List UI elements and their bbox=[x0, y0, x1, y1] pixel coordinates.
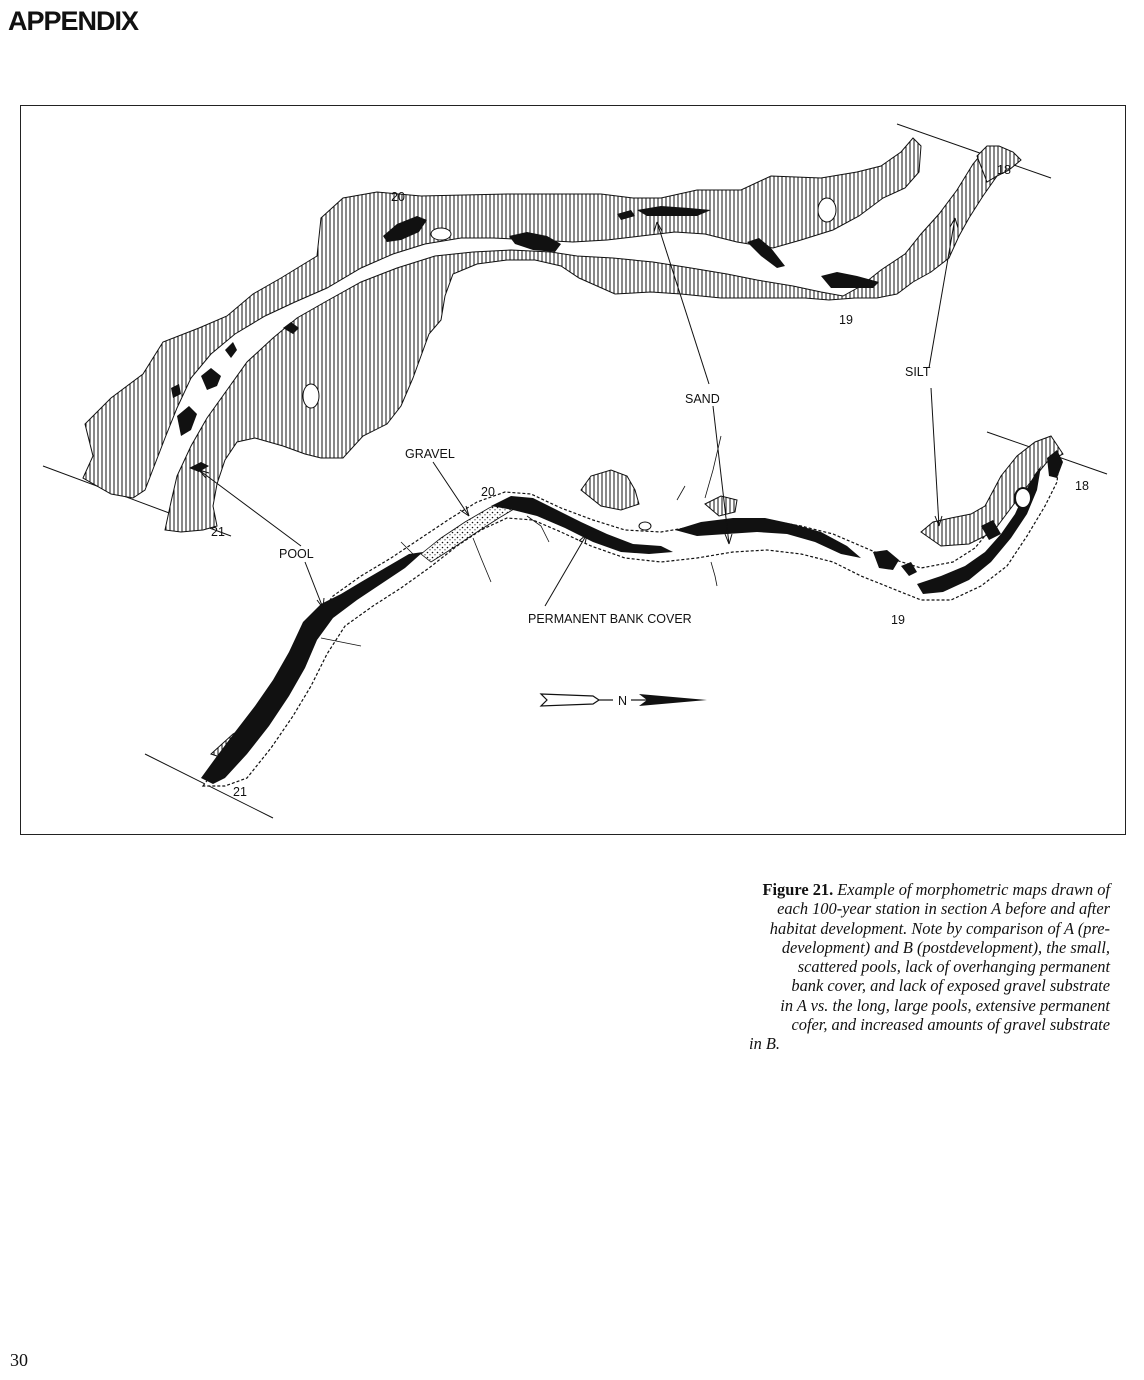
label-station-21-lower: 21 bbox=[233, 785, 247, 799]
tributary-7 bbox=[711, 562, 717, 586]
label-permanent-bank-cover: PERMANENT BANK COVER bbox=[528, 612, 692, 626]
north-arrow-icon bbox=[541, 694, 707, 708]
morphometric-maps bbox=[21, 106, 1127, 836]
caption-text: Example of morphometric maps drawn of bbox=[837, 880, 1110, 899]
label-station-19-upper: 19 bbox=[839, 313, 853, 327]
island-a-3 bbox=[818, 198, 836, 222]
label-sand: SAND bbox=[685, 392, 720, 406]
label-station-20-lower: 20 bbox=[481, 485, 495, 499]
pool-a-west-2 bbox=[225, 342, 237, 358]
label-station-18-lower: 18 bbox=[1075, 479, 1089, 493]
pool-a-west-4 bbox=[177, 406, 197, 436]
label-north: N bbox=[618, 694, 628, 708]
island-b-2 bbox=[639, 522, 651, 530]
map-a-predevelopment bbox=[43, 124, 1051, 539]
caption-line: cofer, and increased amounts of gravel substrate bbox=[791, 1015, 1110, 1035]
label-station-21-upper: 21 bbox=[211, 525, 225, 539]
silt-lower-mid-bank bbox=[705, 496, 737, 516]
caption-line: scattered pools, lack of overhanging permanent bbox=[797, 957, 1110, 977]
tributary-2 bbox=[677, 486, 685, 500]
pool-a-19 bbox=[821, 272, 879, 288]
label-station-19-lower: 19 bbox=[891, 613, 905, 627]
label-silt: SILT bbox=[905, 365, 931, 379]
appendix-heading: APPENDIX bbox=[8, 6, 139, 36]
gravel-arrow bbox=[433, 462, 469, 516]
caption-figure-number: Figure 21. bbox=[762, 880, 834, 899]
caption-line: each 100-year station in section A before and after bbox=[777, 899, 1110, 919]
caption-line: development) and B (postdevelopment), the small, bbox=[781, 937, 1110, 957]
caption-line: in B. bbox=[749, 1034, 780, 1054]
sand-arrow-upper bbox=[657, 222, 709, 384]
pool-arrow-lower bbox=[305, 562, 323, 608]
figure-caption bbox=[706, 880, 1110, 1054]
page-number: 30 bbox=[10, 1350, 28, 1370]
silt-arrow-lower bbox=[931, 388, 939, 526]
caption-line bbox=[706, 880, 1110, 899]
figure-21-map-frame bbox=[20, 105, 1126, 835]
label-station-20-upper: 20 bbox=[391, 190, 405, 204]
label-pool: POOL bbox=[279, 547, 314, 561]
island-a-2 bbox=[303, 384, 319, 408]
label-station-18-upper: 18 bbox=[997, 163, 1011, 177]
caption-line: habitat development. Note by comparison of A (pre- bbox=[769, 918, 1110, 938]
tributary-4 bbox=[473, 538, 491, 582]
caption-line: bank cover, and lack of exposed gravel substrate bbox=[791, 976, 1110, 996]
caption-line: in A vs. the long, large pools, extensive permanent bbox=[780, 995, 1110, 1015]
silt-lower-20-bank bbox=[581, 470, 639, 510]
label-gravel: GRAVEL bbox=[405, 447, 455, 461]
island-b-1 bbox=[1015, 488, 1031, 508]
pool-a-west-3 bbox=[201, 368, 221, 390]
tributary-1 bbox=[705, 436, 721, 498]
bank-cover-arrow bbox=[545, 534, 587, 606]
island-a-1 bbox=[431, 228, 451, 240]
